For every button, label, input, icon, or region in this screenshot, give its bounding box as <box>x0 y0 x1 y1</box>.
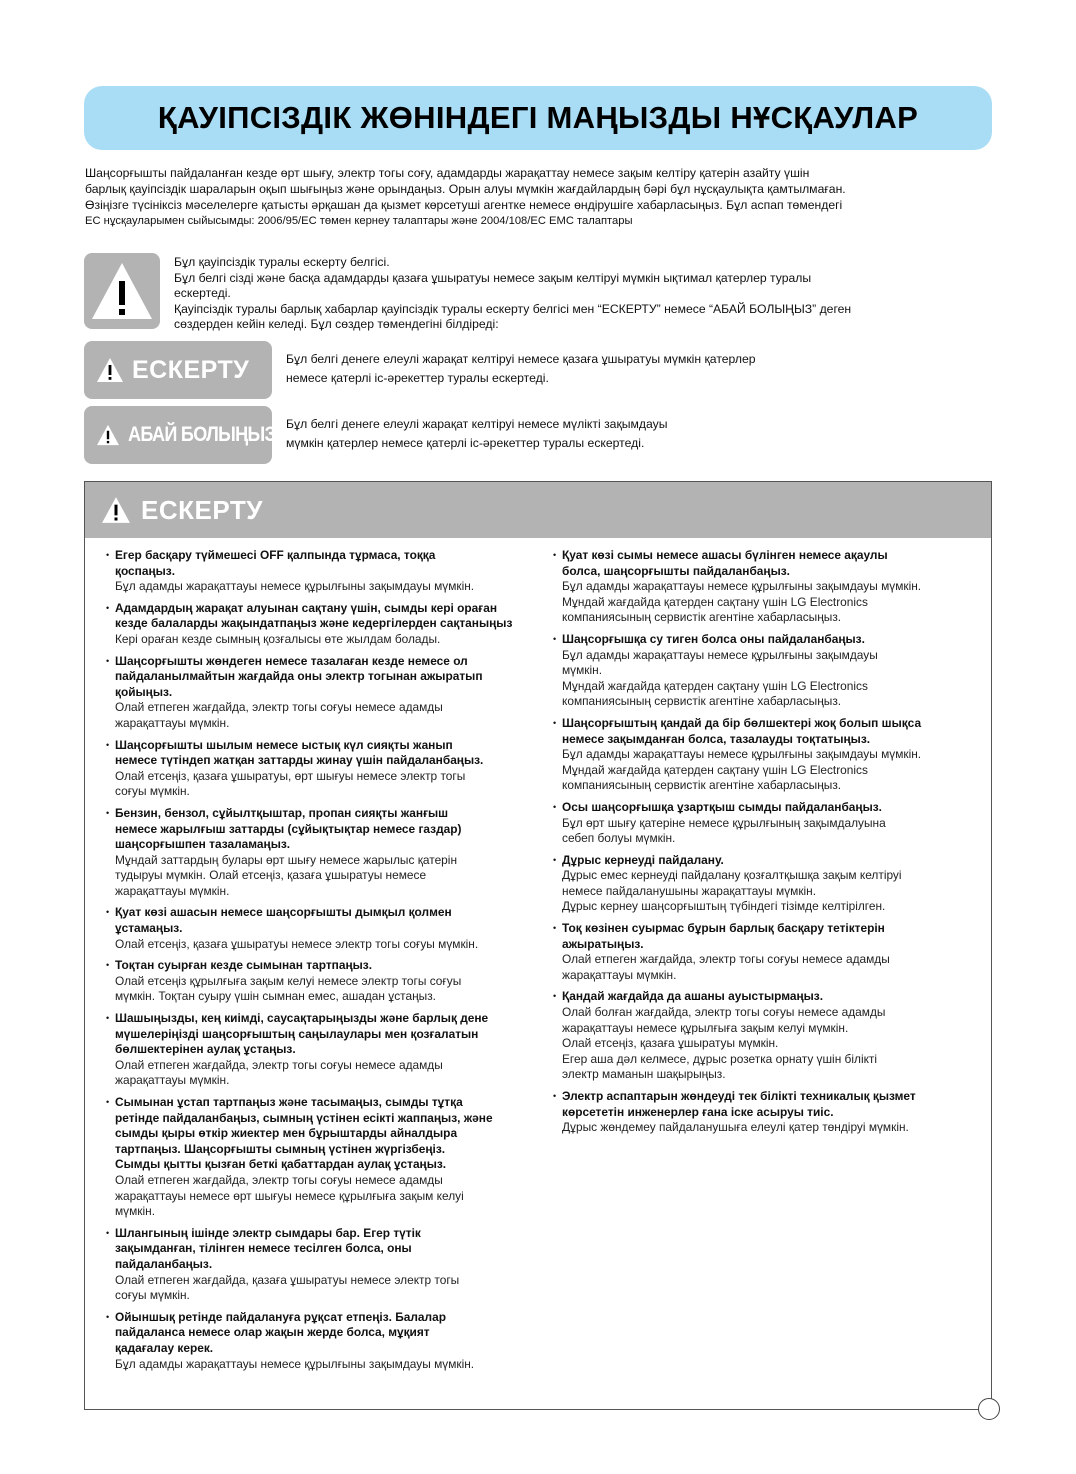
warning-item-heading: • Тоқ көзінен суырмас бұрын барлық басқару тетіктерін ажыратыңыз. <box>562 921 885 951</box>
warning-item-body: Олай етсеңіз, қазаға ұшыратуы, өрт шығуы немесе электр тогы соғуы мүмкін. <box>115 768 466 799</box>
warning-item-heading: • Қуат көзі ашасын немесе шаңсорғышты дымқыл қолмен ұстамаңыз. <box>115 905 452 936</box>
warning-item-heading: • Сымынан ұстап тартпаңыз және тасымаңыз, сымды тұтқа ретінде пайдаланбаңыз, сымның үстінен есікті жаппаңыз, және сымды қыры өткір жиектер мен бұрыштарды айналдыра тартпаңыз. Шаңсорғышты сымның үстінен жүргізбеңіз. Сымды қытты қызған беткі қабаттардан аулақ ұстаңыз. <box>115 1095 493 1172</box>
warning-column-right <box>553 548 989 1142</box>
intro-paragraph <box>85 165 985 229</box>
safety-alert-symbol <box>84 253 160 329</box>
warning-item-body: Дұрыс емес кернеуді пайдалану қозғалтқышқа зақым келтіруі немесе пайдаланушыны жарақаттауы мүмкін. Дұрыс кернеу шаңсорғыштың түбіндегі тізімде келтірілген. <box>562 868 902 914</box>
warning-item-heading: • Шашыңызды, кең киімді, саусақтарыңызды және барлық дене мүшелеріңізді шаңсорғыштың саңылаулары мен қозғалатын бөлшектерінен аулақ ұстаңыз. <box>115 1011 489 1057</box>
page-title: ҚАУІПСІЗДІК ЖӨНІНДЕГІ МАҢЫЗДЫ НҰСҚАУЛАР <box>157 100 919 135</box>
warning-item-heading: • Ойыншық ретінде пайдалануға рұқсат етпеңіз. Балалар пайдаланса немесе олар жақын жерде болса, мұқият қадағалау керек. <box>115 1309 446 1355</box>
warning-item-body: Мұндай заттардың булары өрт шығу немесе жарылыс қатерін тудыруы мүмкін. Олай етсеңіз, қазаға ұшыратуы немесе жарақаттауы мүмкін. <box>115 852 458 898</box>
warning-item-body: Олай етпеген жағдайда, қазаға ұшыратуы немесе электр тогы соғуы мүмкін. <box>115 1272 460 1303</box>
warning-label: ЕСКЕРТУ <box>132 355 250 384</box>
warning-item-heading: • Қандай жағдайда да ашаны ауыстырмаңыз. <box>562 989 824 1004</box>
warning-item-body: Олай болған жағдайда, электр тогы соғуы немесе адамды жарақаттауы немесе құрылғыға зақым келуі мүмкін. Олай етсеңіз, қазаға ұшыратуы мүмкін. Егер аша дәл келмесе, дұрыс розетка орнату үшін білікті электр маманын шақырыңыз. <box>562 1005 886 1082</box>
warning-item <box>553 548 989 626</box>
intro-line: Өзіңізге түсініксіз мәселелерге қатысты әрқашан да қызмет көрсетуші агентке немесе өндірушіге хабарласыңыз. Бұл аспап төмендегі <box>85 198 843 212</box>
warning-item-body: Олай етсеңіз, қазаға ұшыратуы немесе электр тогы соғуы мүмкін. <box>115 936 479 951</box>
warning-item <box>106 806 546 900</box>
warning-item <box>553 921 989 983</box>
warning-item-body: Олай етпеген жағдайда, электр тогы соғуы немесе адамды жарақаттауы мүмкін. <box>115 1057 443 1088</box>
warning-item-heading: • Электр аспаптарын жөндеуді тек білікті техникалық қызмет көрсететін инженерлер ғана іске асыруы тиіс. <box>562 1089 916 1119</box>
warning-item-body: Бұл өрт шығу қатеріне немесе құрылғының зақымдалуына себеп болуы мүмкін. <box>562 815 886 846</box>
warning-triangle-icon <box>96 424 120 446</box>
title-banner <box>84 86 992 150</box>
sign-line: Бұл қауіпсіздік туралы ескерту белгісі. <box>174 255 390 269</box>
warning-item-heading: • Егер басқару түймешесі OFF қалпында тұрмаса, тоққа қоспаңыз. <box>115 548 436 578</box>
warning-item <box>106 1226 546 1304</box>
warning-item <box>106 905 546 952</box>
warning-item <box>106 1095 546 1220</box>
warning-item-heading: • Шаңсорғышты жөндеген немесе тазалаған кезде немесе ол пайдаланылмайтын жағдайда оны электр тогынан ажыратып қойыңыз. <box>115 653 483 699</box>
warning-description <box>286 350 926 388</box>
warning-item-heading: • Шаңсорғышқа су тиген болса оны пайдаланбаңыз. <box>562 631 865 646</box>
sign-line: Қауіпсіздік туралы барлық хабарлар қауіпсіздік туралы ескерту белгісі мен “ЕСКЕРТУ” немесе “АБАЙ БОЛЫҢЫЗ” деген <box>174 301 852 316</box>
warning-item <box>106 548 546 595</box>
desc-line: Бұл белгі денеге елеулі жарақат келтіруі немесе мүлікті зақымдауы <box>286 417 668 431</box>
warning-item-heading: • Бензин, бензол, сұйылтқыштар, пропан сияқты жанғыш немесе жарылғыш заттарды (сұйықтықтар немесе газдар) шаңсорғышпен тазаламаңыз. <box>115 805 462 852</box>
warning-item-body: Олай етпеген жағдайда, электр тогы соғуы немесе адамды жарақаттауы мүмкін. <box>562 952 890 982</box>
warning-column-left <box>106 548 546 1378</box>
warning-item-body: Бұл адамды жарақаттауы немесе құрылғыны зақымдауы мүмкін. <box>115 579 475 594</box>
intro-line: Шаңсорғышты пайдаланған кезде өрт шығу, электр тогы соғу, адамдарды жарақаттау немесе зақым келтіру қатерін азайту үшін <box>85 166 810 180</box>
warning-item-body: Олай етсеңіз құрылғыға зақым келуі немесе электр тогы соғуы мүмкін. Тоқтан суыру үшін сымнан емес, ашадан ұстаңыз. <box>115 973 462 1004</box>
warning-item <box>106 1310 546 1372</box>
desc-line: Бұл белгі денеге елеулі жарақат келтіруі немесе қазаға ұшыратуы мүмкін қатерлер <box>286 352 756 366</box>
warning-item <box>106 958 546 1005</box>
warning-item <box>553 1089 989 1136</box>
warning-item-heading: • Тоқтан суырған кезде сымынан тартпаңыз. <box>115 958 372 973</box>
intro-line: барлық қауіпсіздік шараларын оқып шығыңыз және орындаңыз. Орын алуы мүмкін жағдайлардың бәрі бұл нұсқаулықта қамтылмаған. <box>85 182 846 196</box>
warning-triangle-icon <box>96 357 124 383</box>
caution-label: АБАЙ БОЛЫҢЫЗ <box>128 423 276 446</box>
warning-item <box>106 601 546 648</box>
intro-line: ЕС нұсқауларымен сыйысымды: 2006/95/ЕС төмен кернеу талаптары және 2004/108/ЕС ЕМС талаптары <box>85 215 633 227</box>
warning-item <box>553 989 989 1083</box>
warning-item-body: Олай етпеген жағдайда, электр тогы соғуы немесе адамды жарақаттауы мүмкін. <box>115 700 443 730</box>
warning-item-body: Бұл адамды жарақаттауы немесе құрылғыны зақымдауы мүмкін. Мұндай жағдайда қатерден сақтану үшін LG Electronics компаниясының сервистік агентіне хабарласыңыз. <box>562 747 922 793</box>
warning-item-body: Олай етпеген жағдайда, электр тогы соғуы немесе адамды жарақаттауы немесе өрт шығуы немесе құрылғыға зақым келуі мүмкін. <box>115 1172 464 1219</box>
sign-line: ескертеді. <box>174 286 231 300</box>
warning-item <box>106 1011 546 1089</box>
warning-item <box>553 800 989 847</box>
warning-item-body: Дұрыс жөндемеу пайдаланушыға елеулі қатер төндіруі мүмкін. <box>562 1120 909 1135</box>
warning-item-body: Кері ораған кезде сымның қозғалысы өте жылдам болады. <box>115 631 441 646</box>
caution-badge <box>84 406 276 464</box>
warning-item <box>106 738 546 800</box>
warning-badge <box>84 341 272 399</box>
warning-item-heading: • Адамдардың жарақат алуынан сақтану үшін, сымды кері ораған кезде балаларды жақындатпаңыз және кедергілерден сақтаныңыз <box>115 600 513 631</box>
warning-panel-header <box>85 482 991 538</box>
safety-sign-description <box>174 255 974 333</box>
sign-line: сөздерден кейін келеді. Бұл сөздер төмендегіні білдіреді: <box>174 317 499 331</box>
desc-line: немесе қатерлі іс-әрекеттер туралы ескертеді. <box>286 371 549 385</box>
page-number-circle <box>978 1398 1000 1420</box>
warning-item <box>553 632 989 710</box>
warning-triangle-icon <box>101 496 131 524</box>
desc-line: мүмкін қатерлер немесе қатерлі іс-әрекеттер туралы ескертеді. <box>286 436 645 450</box>
warning-item-heading: • Шлангының ішінде электр сымдары бар. Егер түтік зақымданған, тілінген немесе тесілген болса, оны пайдаланбаңыз. <box>115 1225 421 1271</box>
warning-item-body: Бұл адамды жарақаттауы немесе құрылғыны зақымдауы мүмкін. Мұндай жағдайда қатерден сақтану үшін LG Electronics компаниясының сервистік агентіне хабарласыңыз. <box>562 579 922 625</box>
warning-item-heading: • Қуат көзі сымы немесе ашасы бүлінген немесе ақаулы болса, шаңсорғышты пайдаланбаңыз. <box>562 548 888 578</box>
warning-item-heading: • Дұрыс кернеуді пайдалану. <box>562 852 724 867</box>
warning-item-heading: • Шаңсорғыштың қандай да бір бөлшектері жоқ болып шықса немесе зақымданған болса, тазалауды тоқтатыңыз. <box>562 715 922 746</box>
caution-description <box>286 415 926 453</box>
sign-line: Бұл белгі сізді және басқа адамдарды қазаға ұшыратуы немесе зақым келтіруі мүмкін ықтимал қатерлер туралы <box>174 270 812 285</box>
warning-item-heading: • Шаңсорғышты шылым немесе ыстық күл сияқты жанып немесе түтіндеп жатқан заттарды жинау үшін пайдаланбаңыз. <box>115 737 484 768</box>
warning-item-heading: • Осы шаңсорғышқа ұзартқыш сымды пайдаланбаңыз. <box>562 799 882 814</box>
warning-item-body: Бұл адамды жарақаттауы немесе құрылғыны зақымдауы мүмкін. <box>115 1356 475 1371</box>
warning-item <box>106 654 546 732</box>
warning-item-body: Бұл адамды жарақаттауы немесе құрылғыны зақымдауы мүмкін. Мұндай жағдайда қатерден сақтану үшін LG Electronics компаниясының сервистік агентіне хабарласыңыз. <box>562 647 878 709</box>
warning-item <box>553 716 989 794</box>
warning-item <box>553 853 989 915</box>
warning-triangle-icon <box>90 259 154 323</box>
warning-panel-title: ЕСКЕРТУ <box>141 494 263 525</box>
